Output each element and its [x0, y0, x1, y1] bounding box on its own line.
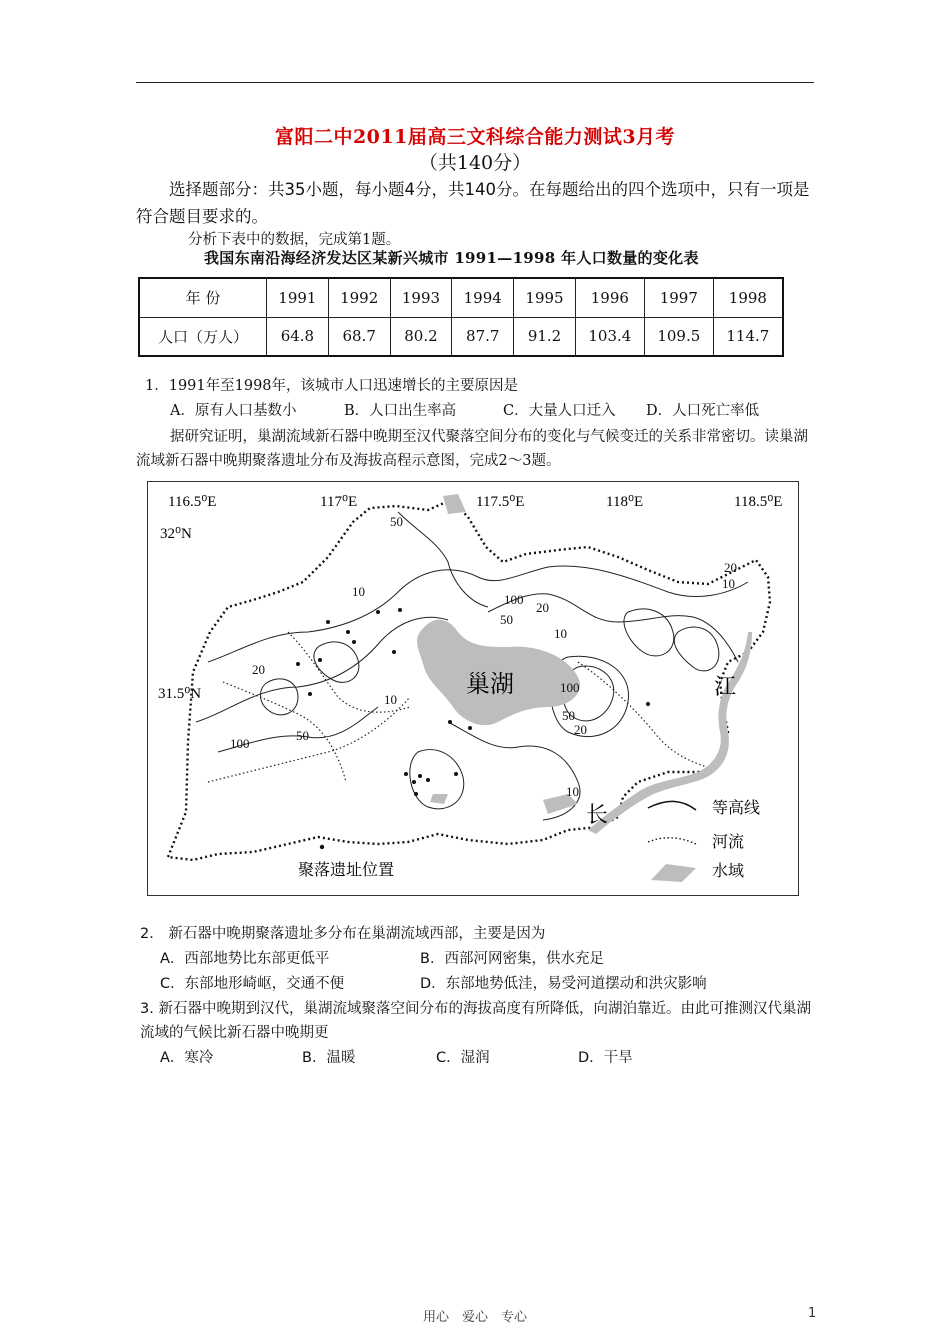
- q3-option-d: D．干旱: [578, 1050, 633, 1066]
- year-cell: 1995: [514, 278, 576, 317]
- settlement-dot: [404, 772, 408, 776]
- contour-value: 10: [566, 784, 579, 799]
- q3-option-c: C．湿润: [436, 1050, 490, 1066]
- small-lake: [443, 494, 466, 514]
- contour-value: 50: [390, 514, 403, 529]
- q1-option-d: D．人口死亡率低: [646, 403, 760, 419]
- settlement-dot: [646, 702, 650, 706]
- year-cell: 1996: [575, 278, 644, 317]
- year-cell: 1998: [713, 278, 783, 317]
- settlement-dot: [376, 610, 380, 614]
- question-1-stem: 1．1991年至1998年，该城市人口迅速增长的主要原因是: [145, 378, 519, 394]
- settlement-dot: [468, 726, 472, 730]
- contour-value: 10: [554, 626, 567, 641]
- legend-river-label: 河流: [712, 832, 745, 851]
- pop-cell: 114.7: [713, 317, 783, 356]
- contour-value: 100: [504, 592, 524, 607]
- contour-value: 100: [230, 736, 250, 751]
- river-line: [578, 662, 718, 770]
- q3-option-b: B．温暖: [302, 1050, 356, 1066]
- pop-cell: 68.7: [328, 317, 390, 356]
- contour-value: 100: [560, 680, 580, 695]
- contour-value: 50: [562, 708, 575, 723]
- contour-value: 10: [722, 576, 735, 591]
- lon-label: 116.5⁰E: [168, 494, 217, 510]
- q2-option-b: B．西部河网密集，供水充足: [420, 951, 604, 967]
- contour-line: [261, 679, 299, 715]
- settlement-dot: [326, 620, 330, 624]
- legend-water-label: 水域: [712, 861, 745, 880]
- row-header-year: 年 份: [139, 278, 267, 317]
- river-line: [223, 682, 346, 782]
- settlement-dot: [412, 780, 416, 784]
- section-intro: [136, 176, 814, 230]
- q2-option-c: C．东部地形崎岖，交通不便: [160, 976, 345, 992]
- contour-value: 20: [724, 560, 737, 575]
- table-row-population: [139, 317, 783, 356]
- passage-text: 据研究证明，巢湖流域新石器中晚期至汉代聚落空间分布的变化与气候变迁的关系非常密切。读巢湖流域新石器中晚期聚落遗址分布及海拔高程示意图，完成2～3题。: [136, 429, 808, 469]
- settlement-dot: [392, 650, 396, 654]
- q3-option-a: A．寒冷: [160, 1050, 214, 1066]
- settlement-dot: [296, 662, 300, 666]
- q1-option-b: B．人口出生率高: [344, 403, 457, 419]
- page-number: 1: [808, 1306, 817, 1321]
- table-title: 我国东南沿海经济发达区某新兴城市 1991—1998 年人口数量的变化表: [204, 249, 699, 267]
- contour-line: [674, 627, 719, 671]
- pop-cell: 80.2: [390, 317, 452, 356]
- exam-subtitle: （共140分）: [418, 152, 532, 174]
- population-table: [138, 277, 784, 357]
- small-lake: [430, 794, 448, 804]
- q3-stem-text: 3. 新石器中晚期到汉代，巢湖流域聚落空间分布的海拔高度有所降低，向湖泊靠近。由此可推测汉代巢湖流域的气候比新石器中晚期更: [140, 1001, 811, 1041]
- settlement-dot: [318, 658, 322, 662]
- settlement-dot: [454, 772, 458, 776]
- year-cell: 1994: [452, 278, 514, 317]
- pop-cell: 109.5: [644, 317, 713, 356]
- settlement-dot: [426, 778, 430, 782]
- question-2-stem: 2． 新石器中晚期聚落遗址多分布在巢湖流域西部，主要是因为: [140, 926, 546, 942]
- contour-value: 20: [574, 722, 587, 737]
- lat-label: 31.5⁰N: [158, 686, 202, 702]
- question-3-stem: [140, 997, 818, 1045]
- pop-cell: 87.7: [452, 317, 514, 356]
- year-cell: 1997: [644, 278, 713, 317]
- table-row-years: [139, 278, 783, 317]
- contour-value: 20: [536, 600, 549, 615]
- contour-value: 20: [252, 662, 265, 677]
- q2-option-d: D．东部地势低洼，易受河道摆动和洪灾影响: [420, 976, 707, 992]
- footer-motto: 用心 爱心 专心: [422, 1310, 527, 1325]
- settlement-dot: [346, 630, 350, 634]
- settlement-dot: [418, 774, 422, 778]
- lat-label: 32⁰N: [160, 526, 192, 542]
- header-rule: [136, 82, 814, 83]
- lon-label: 117⁰E: [320, 494, 358, 510]
- chaohu-basin-map: [147, 481, 799, 896]
- lon-label: 118.5⁰E: [734, 494, 783, 510]
- year-cell: 1993: [390, 278, 452, 317]
- year-cell: 1992: [328, 278, 390, 317]
- legend-settlement-label: 聚落遗址位置: [298, 860, 395, 879]
- river-label: 江: [714, 675, 737, 700]
- table-instruction: 分析下表中的数据，完成第1题。: [188, 232, 401, 248]
- settlement-dot: [320, 845, 324, 849]
- legend-contour-label: 等高线: [712, 798, 761, 817]
- settlement-dot: [352, 640, 356, 644]
- contour-value: 10: [384, 692, 397, 707]
- settlement-dot: [398, 608, 402, 612]
- lon-label: 118⁰E: [606, 494, 644, 510]
- year-cell: 1991: [267, 278, 329, 317]
- map-svg: [148, 482, 798, 895]
- legend-river-symbol: [648, 838, 696, 844]
- legend-water-symbol: [651, 864, 696, 882]
- pop-cell: 64.8: [267, 317, 329, 356]
- pop-cell: 103.4: [575, 317, 644, 356]
- legend-contour-symbol: [648, 801, 696, 810]
- exam-title: 富阳二中2011届高三文科综合能力测试3月考: [274, 126, 676, 148]
- river-label: 长: [586, 803, 609, 828]
- settlement-dot: [448, 720, 452, 724]
- contour-line: [196, 617, 448, 722]
- q1-option-a: A．原有人口基数小: [170, 403, 297, 419]
- pop-cell: 91.2: [514, 317, 576, 356]
- row-header-pop: 人口（万人）: [139, 317, 267, 356]
- lake-label: 巢湖: [466, 670, 514, 698]
- contour-value: 10: [352, 584, 365, 599]
- q2-option-a: A．西部地势比东部更低平: [160, 951, 330, 967]
- settlement-dot: [414, 792, 418, 796]
- q1-option-c: C．大量人口迁入: [503, 403, 616, 419]
- contour-value: 50: [500, 612, 513, 627]
- settlement-dot: [308, 692, 312, 696]
- contour-value: 50: [296, 728, 309, 743]
- intro-text: 选择题部分：共35小题，每小题4分，共140分。在每题给出的四个选项中，只有一项是符合题目要求的。: [136, 180, 810, 226]
- lon-label: 117.5⁰E: [476, 494, 525, 510]
